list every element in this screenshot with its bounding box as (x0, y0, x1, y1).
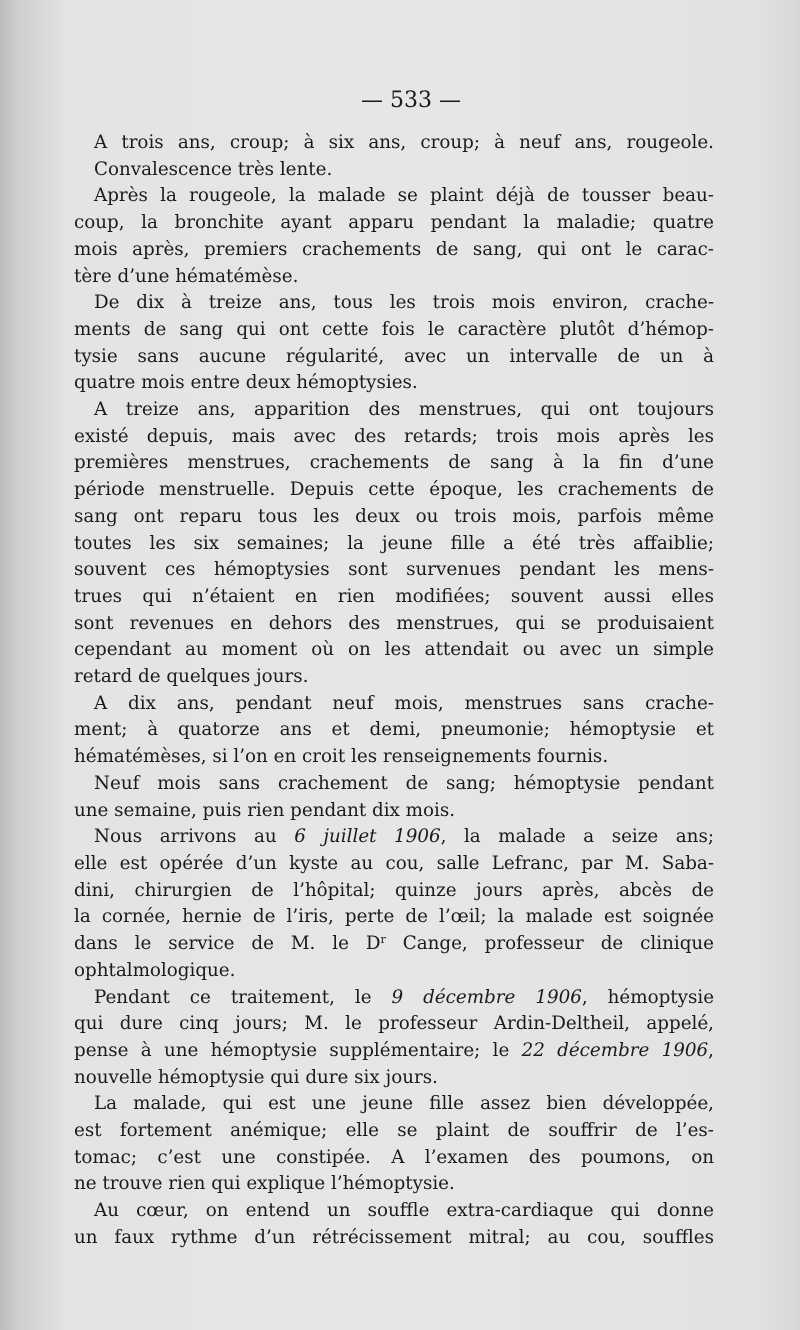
text-line: tomac; c’est une constipée. A l’examen des poumons, on (74, 1146, 714, 1168)
text-line: toutes les six semaines; la jeune fille a été très affaiblie; (74, 532, 714, 554)
paragraph-july-1906 (74, 824, 714, 984)
text-line: De dix à treize ans, tous les trois mois environ, crache- (94, 292, 714, 314)
text-line: tysie sans aucune régularité, avec un intervalle de un à (74, 345, 714, 367)
text-line: la cornée, hernie de l’iris, perte de l’œil; la malade est soignée (74, 906, 714, 928)
text-line: hématémèses, si l’on en croit les renseignements fournis. (74, 746, 609, 768)
text-line: pense à une hémoptysie supplémentaire; le 22 décembre 1906, (74, 1039, 714, 1061)
text-line: un faux rythme d’un rétrécissement mitral; au cou, souffles (74, 1226, 714, 1248)
paragraph-menstruation (74, 397, 714, 691)
text-line: cependant au moment où on les attendait ou avec un simple (74, 639, 714, 661)
text-line: est fortement anémique; elle se plaint de souffrir de l’es- (74, 1120, 714, 1142)
text-line: Après la rougeole, la malade se plaint déjà de tousser beau- (94, 185, 714, 207)
text-line: tère d’une hématémèse. (74, 265, 299, 287)
text-line: Neuf mois sans crachement de sang; hémoptysie pendant (94, 772, 714, 794)
text-line: retard de quelques jours. (74, 666, 309, 688)
paragraph-pneumonia (74, 691, 714, 771)
text-line: coup, la bronchite ayant apparu pendant la maladie; quatre (74, 212, 714, 234)
book-spine-shadow (0, 0, 22, 1330)
text-line: elle est opérée d’un kyste au cou, salle Lefranc, par M. Saba- (74, 852, 714, 874)
book-page (22, 0, 800, 1330)
text-line: trues qui n’étaient en rien modifiées; souvent aussi elles (74, 585, 714, 607)
text-line: nouvelle hémoptysie qui dure six jours. (74, 1066, 438, 1088)
text-line: premières menstrues, crachements de sang à la fin d’une (74, 452, 714, 474)
text-line: souvent ces hémoptysies sont survenues pendant les mens- (74, 559, 714, 581)
paragraph-nine-months (74, 771, 714, 824)
paragraph-heart (74, 1198, 714, 1251)
text-line: existé depuis, mais avec des retards; trois mois après les (74, 425, 714, 447)
text-line: sang ont reparu tous les deux ou trois mois, parfois même (74, 505, 714, 527)
text-line: A treize ans, apparition des menstrues, qui ont toujours (94, 399, 714, 421)
text-line: La malade, qui est une jeune fille assez bien développée, (94, 1093, 714, 1115)
paragraph-after-measles (74, 183, 714, 290)
paragraph-december-1906 (74, 985, 714, 1092)
paragraph-examination (74, 1091, 714, 1198)
page-number: — 533 — (361, 88, 461, 113)
text-line: une semaine, puis rien pendant dix mois. (74, 799, 456, 821)
text-line: A dix ans, pendant neuf mois, menstrues sans crache- (94, 692, 714, 714)
text-line: ne trouve rien qui explique l’hémoptysie. (74, 1173, 455, 1195)
text-line: ophtalmologique. (74, 959, 236, 981)
body-text (74, 130, 714, 1252)
text-line: période menstruelle. Depuis cette époque, les crachements de (74, 479, 714, 501)
text-line: qui dure cinq jours; M. le professeur Ardin-Deltheil, appelé, (74, 1013, 714, 1035)
text-line: Au cœur, on entend un souffle extra-cardiaque qui donne (94, 1200, 714, 1222)
paragraph-ten-to-thirteen (74, 290, 714, 397)
text-line: Nous arrivons au 6 juillet 1906, la malade a seize ans; (94, 826, 714, 848)
text-line: sont revenues en dehors des menstrues, qui se produisaient (74, 612, 714, 634)
text-line: mois après, premiers crachements de sang, qui ont le carac- (74, 238, 714, 260)
text-line: dans le service de M. le $D^r$ Cange, professeur de clinique (74, 933, 714, 955)
text-line: dini, chirurgien de l’hôpital; quinze jours après, abcès de (74, 879, 714, 901)
text-line: Pendant ce traitement, le 9 décembre 1906, hémoptysie (94, 986, 715, 1008)
text-line: ment; à quatorze ans et demi, pneumonie; hémoptysie et (74, 719, 714, 741)
text-line: A trois ans, croup; à six ans, croup; à neuf ans, rougeole. (94, 132, 714, 153)
text-line: quatre mois entre deux hémoptysies. (74, 372, 418, 394)
text-line: ments de sang qui ont cette fois le caractère plutôt d’hémop- (74, 318, 714, 340)
text-line: Convalescence très lente. (94, 158, 333, 180)
paragraph-childhood-illnesses (74, 130, 714, 183)
